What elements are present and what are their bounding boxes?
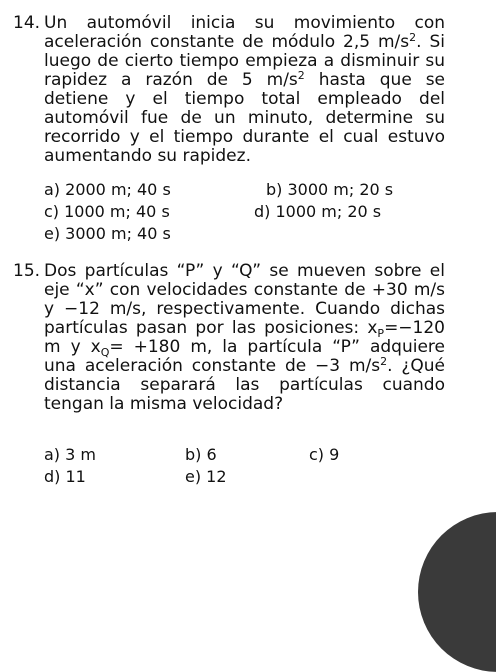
- problem-statement: [44, 14, 445, 166]
- option-c: c) 1000 m; 40 s: [44, 202, 170, 221]
- option-d: d) 1000 m; 20 s: [254, 202, 382, 221]
- option-e: e) 3000 m; 40 s: [44, 224, 171, 243]
- statement-text: . Si luego de cierto tiempo empieza a disminuir su rapidez a razón de 5 m/s: [44, 32, 445, 90]
- problem-statement: [44, 262, 445, 414]
- superscript: 2: [297, 69, 305, 82]
- superscript: 2: [409, 31, 417, 44]
- statement-text: = +180 m, la partícula “P” adquiere una aceleración constante de −3 m/s: [44, 337, 445, 376]
- superscript: 2: [380, 355, 388, 368]
- problem-number: 15.: [13, 261, 41, 281]
- statement-text: =−120 m y x: [44, 318, 445, 357]
- statement-text: Un automóvil inicia su movimiento con aceleración constante de módulo 2,5 m/s: [44, 13, 445, 52]
- subscript: Q: [100, 346, 110, 359]
- option-c: c) 9: [309, 445, 340, 464]
- option-b: b) 3000 m; 20 s: [266, 180, 394, 199]
- option-d: d) 11: [44, 467, 86, 486]
- option-e: e) 12: [185, 467, 227, 486]
- statement-text: Dos partículas “P” y “Q” se mueven sobre el eje “x” con velocidades constante de +30 m/s y −12 m/s, respectivamente. Cuando dichas partículas pasan por las posiciones: x: [44, 261, 445, 338]
- subscript: P: [377, 327, 385, 340]
- statement-text: hasta que se detiene y el tiempo total empleado del automóvil fue de un minuto, determine su recorrido y el tiempo durante el cual estuvo aumentando su rapidez.: [44, 70, 446, 166]
- option-a: a) 2000 m; 40 s: [44, 180, 171, 199]
- option-b: b) 6: [185, 445, 217, 464]
- corner-shape: [418, 512, 496, 672]
- problem-number: 14.: [13, 13, 41, 33]
- option-a: a) 3 m: [44, 445, 96, 464]
- statement-text: . ¿Qué distancia separará las partículas cuando tengan la misma velocidad?: [44, 356, 446, 414]
